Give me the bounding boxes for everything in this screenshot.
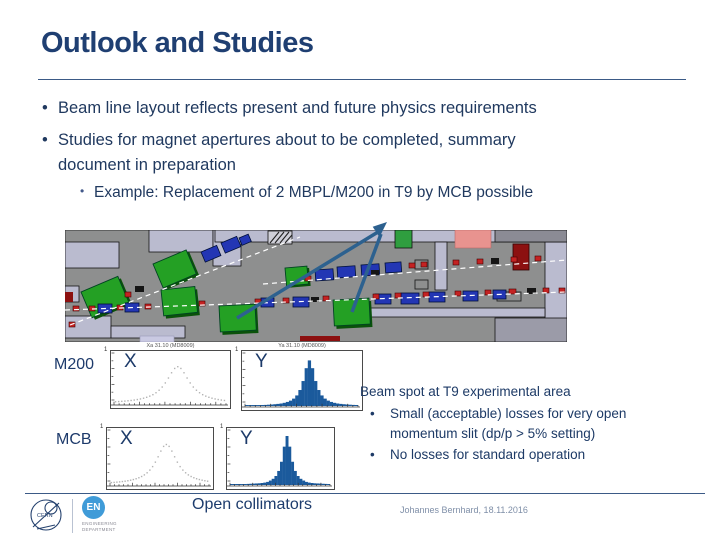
bullet-icon: • (370, 446, 375, 462)
bullet-text-2-line1: Studies for magnet apertures about to be completed, summary (58, 130, 516, 149)
chart-letter-y: Y (255, 351, 268, 372)
right-panel-item-1-line1: Small (acceptable) losses for very open (390, 405, 627, 421)
histogram-svg (107, 428, 211, 487)
right-panel-item-2-text: No losses for standard operation (390, 446, 586, 462)
histogram-svg (111, 351, 228, 406)
bullet-item-2 (42, 128, 662, 205)
row-label-mcb: MCB (56, 431, 92, 448)
logo-divider (72, 499, 73, 533)
author-date: Johannes Bernhard, 18.11.2016 (400, 505, 528, 515)
en-dept-text: ENGINEERING DEPARTMENT (82, 521, 117, 532)
histogram-m200-y (235, 343, 363, 411)
histogram-mcb-x (100, 424, 214, 490)
right-text-panel (360, 382, 712, 465)
figure-caption: Open collimators (192, 496, 313, 513)
histogram-svg (242, 351, 360, 408)
chart-letter-x: X (120, 428, 133, 449)
chart-letter-y: Y (240, 428, 253, 449)
histogram-mcb-y (220, 424, 335, 490)
bullet-item-1 (42, 96, 662, 122)
bullet-icon: • (370, 405, 375, 421)
slide-title: Outlook and Studies (41, 27, 314, 59)
en-department-logo (82, 496, 128, 533)
bullet-text-1: Beam line layout reflects present and future physics requirements (58, 99, 537, 117)
right-panel-item-1-line2: momentum slit (dp/p > 5% setting) (390, 426, 596, 442)
cern-logo (27, 495, 67, 535)
bullet-icon: • (42, 99, 48, 117)
y-axis-top-tick-label: 1 (104, 347, 108, 353)
row-label-m200: M200 (54, 356, 95, 373)
right-panel-heading: Beam spot at T9 experimental area (360, 384, 571, 399)
beamline-svg (65, 230, 567, 342)
right-panel-item-1 (360, 404, 712, 445)
histogram-svg (227, 428, 332, 487)
y-axis-top-tick-label: 1 (235, 347, 239, 353)
footer-divider (25, 493, 705, 494)
bullet-text-2-line2: document in preparation (58, 156, 236, 175)
svg-text:CERN: CERN (37, 513, 53, 519)
sub-bullet-icon: • (80, 183, 85, 198)
chart-letter-x: X (124, 351, 137, 372)
y-axis-top-tick-label: 1 (100, 424, 104, 430)
sub-bullet-item (80, 181, 662, 205)
beamline-layout-image (65, 230, 567, 342)
bullet-icon: • (42, 130, 48, 149)
right-panel-item-2 (360, 445, 712, 466)
sub-bullet-text: Example: Replacement of 2 MBPL/M200 in T9 by MCB possible (94, 183, 534, 201)
chart-title-m200-x: Xa 31.10 (MD8009) (146, 343, 195, 349)
histogram-m200-x (104, 343, 231, 409)
bullet-list (42, 96, 662, 211)
en-logo-circle: EN (82, 496, 105, 519)
y-axis-top-tick-label: 1 (220, 424, 224, 430)
title-divider (38, 79, 686, 80)
chart-title-m200-y: Ya 31.10 (MD8009) (278, 343, 326, 349)
